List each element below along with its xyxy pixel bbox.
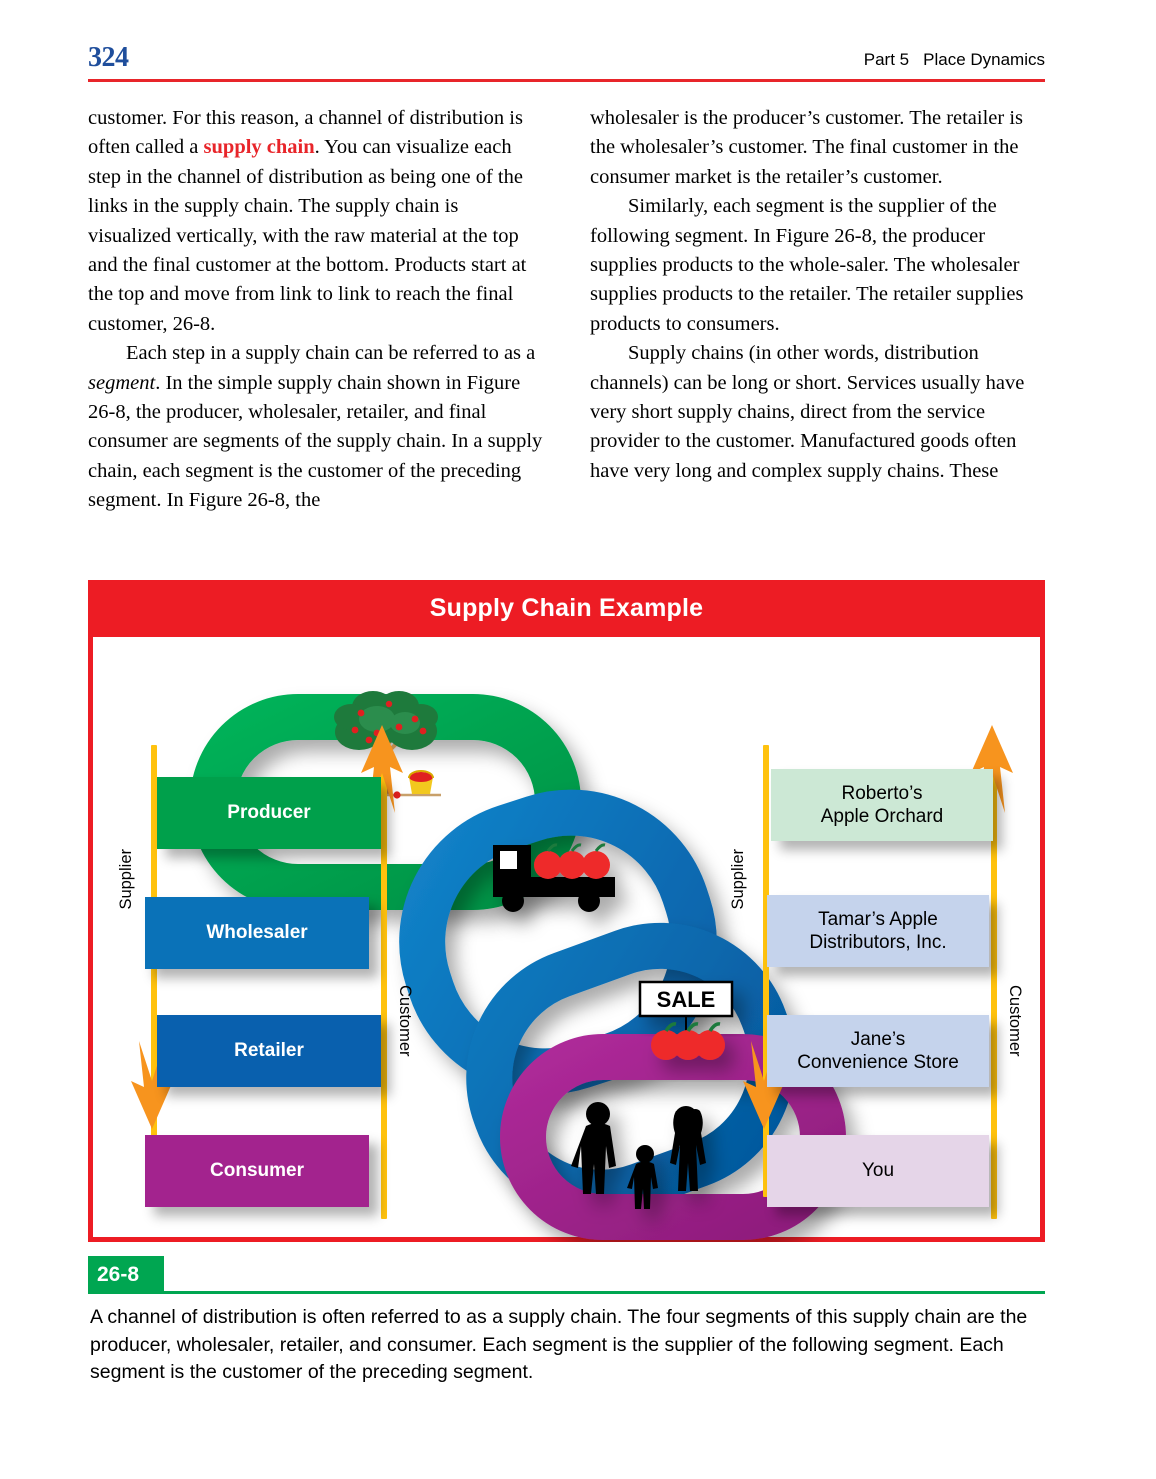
example-segment-orchard-label: Roberto’s Apple Orchard	[820, 782, 944, 827]
segment-consumer-label: Consumer	[210, 1160, 304, 1182]
left-supplier-label: Supplier	[117, 849, 135, 910]
paragraph	[88, 104, 543, 339]
right-supplier-rail	[763, 745, 769, 1197]
segment-wholesaler-label: Wholesaler	[206, 922, 308, 944]
paragraph	[590, 104, 1045, 192]
generic-supply-chain-column	[111, 637, 421, 1242]
paragraph	[590, 339, 1045, 486]
segment-wholesaler[interactable]	[145, 897, 369, 969]
running-head-part: Part 5	[863, 50, 910, 69]
term-segment: segment	[88, 371, 156, 394]
figure-26-8	[88, 580, 1045, 1242]
text-run: Similarly, each segment is the supplier of the following segment. In Figure 26-8, the producer supplies products to the whole-saler. The wholesaler supplies products to the retailer. The retailer supplies products to consumers.	[590, 195, 1024, 335]
text-run: wholesaler is the producer’s customer. The retailer is the wholesaler’s customer. The final customer in the consumer market is the retailer’s customer.	[590, 107, 1024, 188]
figure-caption-text: A channel of distribution is often referred to as a supply chain. The four segments of this supply chain are the producer, wholesaler, retailer, and consumer. Each segment is the supplier of the following segment. Each segment is the customer of the preceding segment.	[90, 1306, 1028, 1383]
segment-producer-label: Producer	[227, 802, 311, 824]
caption-rule	[164, 1291, 1045, 1294]
term-supply-chain: supply chain	[203, 136, 315, 159]
right-supplier-label: Supplier	[729, 849, 747, 910]
text-run: Each step in a supply chain can be referred to as a	[126, 342, 536, 365]
running-head-section: Place Dynamics	[923, 50, 1045, 69]
left-customer-rail	[381, 767, 387, 1219]
right-customer-label: Customer	[1006, 985, 1024, 1057]
text-run: customer. For this reason, a channel of distribution is often called a	[88, 107, 523, 159]
page-header	[88, 42, 1045, 82]
figure-number: 26-8	[97, 1263, 140, 1286]
segment-producer[interactable]	[157, 777, 381, 849]
page-number: 324	[88, 42, 129, 73]
segment-retailer-label: Retailer	[234, 1040, 304, 1062]
text-run: . In the simple supply chain shown in Figure 26-8, the producer, wholesaler, retailer, and final consumer are segments of the supply chain. In a supply chain, each segment is the customer of the preceding segment. In Figure 26-8, the	[88, 371, 543, 512]
body-columns	[88, 104, 1045, 534]
segment-retailer[interactable]	[157, 1015, 381, 1087]
figure-number-badge	[88, 1256, 164, 1294]
body-column-right	[590, 104, 1045, 486]
paragraph	[590, 192, 1045, 339]
segment-consumer[interactable]	[145, 1135, 369, 1207]
figure-canvas	[93, 637, 1040, 1242]
figure-title-bar	[88, 580, 1045, 637]
example-segment-store[interactable]	[767, 1015, 989, 1087]
example-segment-you[interactable]	[767, 1135, 989, 1207]
example-segment-store-label: Jane’s Convenience Store	[797, 1028, 959, 1073]
paragraph	[88, 339, 543, 515]
example-segment-orchard[interactable]	[771, 769, 993, 841]
body-column-left	[88, 104, 543, 516]
text-run: . You can visualize each step in the channel of distribution as being one of the links in the supply chain. The supply chain is visualized vertically, with the raw material at the top and the final customer at the bottom. Products start at the top and move from link to link to reach the final customer, 26-8.	[88, 136, 527, 335]
text-run: Supply chains (in other words, distribution channels) can be long or short. Services usually have very short supply chains, direct from the service provider to the customer. Manufactured goods often have very long and complex supply chains. These	[590, 342, 1025, 482]
example-segment-distributor[interactable]	[767, 895, 989, 967]
running-head	[864, 50, 1045, 70]
example-supply-chain-column	[723, 637, 1023, 1242]
delivery-truck-icon	[493, 845, 615, 912]
svg-text:SALE: SALE	[656, 987, 716, 1012]
example-segment-you-label: You	[861, 1160, 895, 1182]
header-rule	[88, 79, 1045, 82]
left-customer-label: Customer	[396, 985, 414, 1057]
example-segment-distributor-label: Tamar’s Apple Distributors, Inc.	[809, 908, 947, 953]
figure-title: Supply Chain Example	[429, 594, 704, 622]
